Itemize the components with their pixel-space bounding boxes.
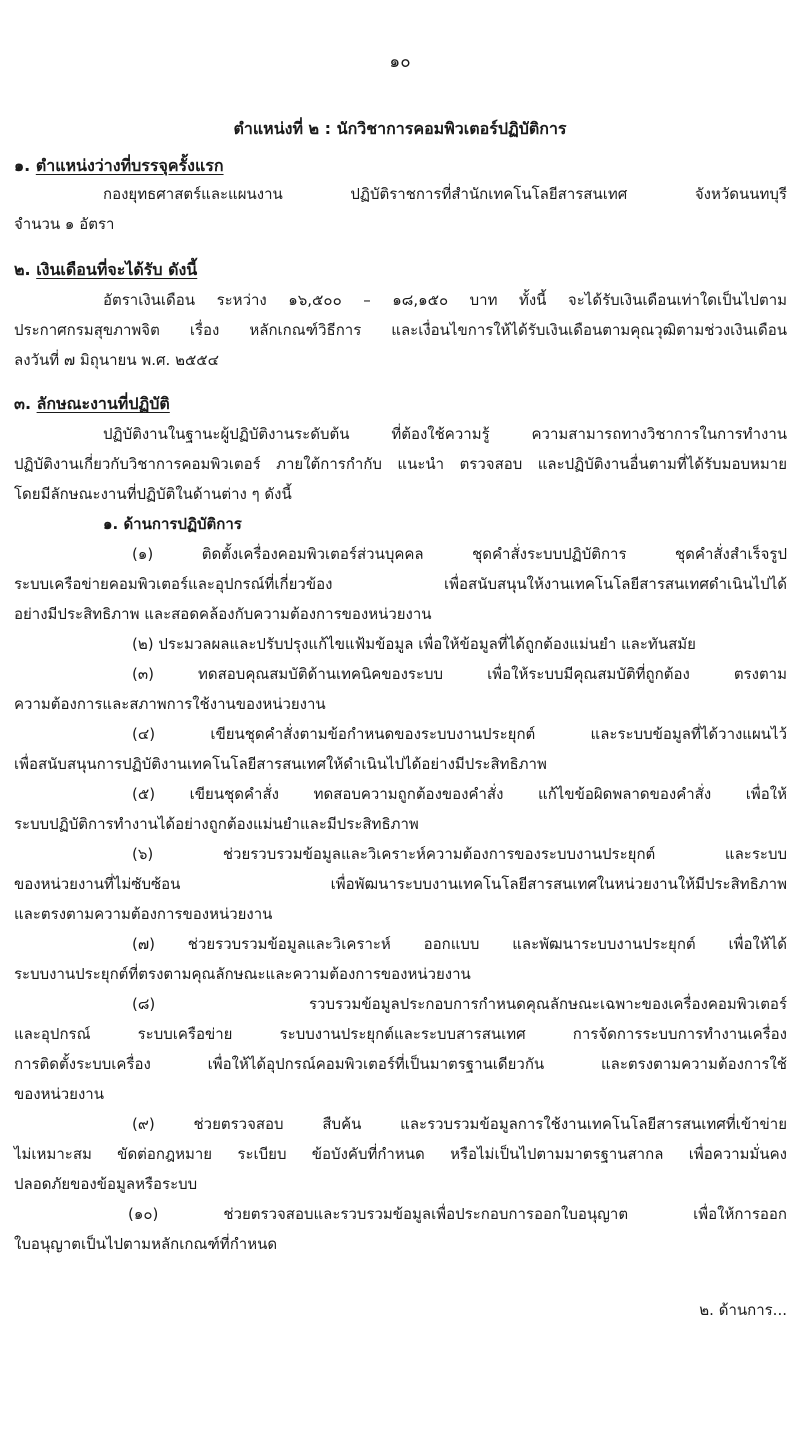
- item-10-line-2: ใบอนุญาตเป็นไปตามหลักเกณฑ์ที่กำหนด: [14, 1235, 278, 1253]
- item-2-line-1: (๒) ประมวลผลและปรับปรุงแก้ไขแฟ้มข้อมูล เพื่อให้ข้อมูลที่ได้ถูกต้องแม่นยำ และทันสมัย: [132, 635, 696, 653]
- item-6-line-2: ของหน่วยงานที่ไม่ซับซ้อน เพื่อพัฒนาระบบงานเทคโนโลยีสารสนเทศในหน่วยงานให้มีประสิทธิภาพ: [14, 875, 787, 893]
- section-2-heading: [14, 258, 197, 283]
- section-2-title: เงินเดือนที่จะได้รับ ดังนี้: [36, 260, 198, 279]
- item-7-line-1: (๗) ช่วยรวบรวมข้อมูลและวิเคราะห์ ออกแบบ และพัฒนาระบบงานประยุกต์ เพื่อให้ได้: [132, 935, 787, 953]
- section-2-line-1: อัตราเงินเดือน ระหว่าง ๑๖,๕๐๐ – ๑๘,๑๕๐ บาท ทั้งนี้ จะได้รับเงินเดือนเท่าใดเป็นไปตาม: [103, 291, 787, 309]
- item-8-line-2: และอุปกรณ์ ระบบเครือข่าย ระบบงานประยุกต์และระบบสารสนเทศ การจัดการระบบการทำงานเครื่อง: [14, 1025, 787, 1043]
- item-9-line-3: ปลอดภัยของข้อมูลหรือระบบ: [14, 1175, 198, 1193]
- item-8-line-4: ของหน่วยงาน: [14, 1085, 104, 1103]
- item-4-line-2: เพื่อสนับสนุนการปฏิบัติงานเทคโนโลยีสารสนเทศให้ดำเนินไปได้อย่างมีประสิทธิภาพ: [14, 755, 547, 773]
- page-number: ๑๐: [389, 52, 411, 72]
- section-1-heading: [14, 154, 224, 179]
- section-1-line-2: จำนวน ๑ อัตรา: [14, 215, 115, 233]
- item-7-line-2: ระบบงานประยุกต์ที่ตรงตามคุณลักษณะและความต้องการของหน่วยงาน: [14, 965, 471, 983]
- item-6-line-3: และตรงตามความต้องการของหน่วยงาน: [14, 905, 273, 923]
- section-3-line-2: ปฏิบัติงานเกี่ยวกับวิชาการคอมพิวเตอร์ ภายใต้การกำกับ แนะนำ ตรวจสอบ และปฏิบัติงานอื่นตามที่ได้รับมอบหมาย: [14, 455, 787, 473]
- item-9-line-2: ไม่เหมาะสม ขัดต่อกฎหมาย ระเบียบ ข้อบังคับที่กำหนด หรือไม่เป็นไปตามมาตรฐานสากล เพื่อความมั่นคง: [14, 1145, 787, 1163]
- item-6-line-1: (๖) ช่วยรวบรวมข้อมูลและวิเคราะห์ความต้องการของระบบงานประยุกต์ และระบบ: [132, 845, 787, 863]
- section-3-title: ลักษณะงานที่ปฏิบัติ: [36, 394, 170, 413]
- item-3-line-1: (๓) ทดสอบคุณสมบัติด้านเทคนิคของระบบ เพื่อให้ระบบมีคุณสมบัติที่ถูกต้อง ตรงตาม: [132, 665, 787, 683]
- item-1-line-2: ระบบเครือข่ายคอมพิวเตอร์และอุปกรณ์ที่เกี่ยวข้อง เพื่อสนับสนุนให้งานเทคโนโลยีสารสนเทศดำเนินไปได้: [14, 575, 787, 593]
- item-3-line-2: ความต้องการและสภาพการใช้งานของหน่วยงาน: [14, 695, 326, 713]
- item-1-line-3: อย่างมีประสิทธิภาพ และสอดคล้องกับความต้องการของหน่วยงาน: [14, 605, 432, 623]
- item-5-line-1: (๕) เขียนชุดคำสั่ง ทดสอบความถูกต้องของคำสั่ง แก้ไขข้อผิดพลาดของคำสั่ง เพื่อให้: [132, 785, 787, 803]
- section-2-number: ๒.: [14, 260, 31, 279]
- section-3-line-1: ปฏิบัติงานในฐานะผู้ปฏิบัติงานระดับต้น ที่ต้องใช้ความรู้ ความสามารถทางวิชาการในการทำงาน: [103, 425, 787, 443]
- item-10-line-1: (๑๐) ช่วยตรวจสอบและรวบรวมข้อมูลเพื่อประกอบการออกใบอนุญาต เพื่อให้การออก: [128, 1205, 787, 1223]
- continuation-footer: ๒. ด้านการ...: [699, 1301, 787, 1319]
- section-2-line-3: ลงวันที่ ๗ มิถุนายน พ.ศ. ๒๕๕๔: [14, 351, 220, 369]
- item-4-line-1: (๔) เขียนชุดคำสั่งตามข้อกำหนดของระบบงานประยุกต์ และระบบข้อมูลที่ได้วางแผนไว้: [132, 725, 787, 743]
- item-9-line-1: (๙) ช่วยตรวจสอบ สืบค้น และรวบรวมข้อมูลการใช้งานเทคโนโลยีสารสนเทศที่เข้าข่าย: [132, 1115, 787, 1133]
- item-1-line-1: (๑) ติดตั้งเครื่องคอมพิวเตอร์ส่วนบุคคล ชุดคำสั่งระบบปฏิบัติการ ชุดคำสั่งสำเร็จรูป: [132, 545, 787, 563]
- section-1-title: ตำแหน่งว่างที่บรรจุครั้งแรก: [35, 156, 224, 175]
- section-1-number: ๑.: [14, 156, 31, 175]
- item-8-line-3: การติดตั้งระบบเครื่อง เพื่อให้ได้อุปกรณ์คอมพิวเตอร์ที่เป็นมาตรฐานเดียวกัน และตรงตามความต้องการใช้: [14, 1055, 787, 1073]
- section-3-heading: [14, 392, 170, 417]
- section-2-line-2: ประกาศกรมสุขภาพจิต เรื่อง หลักเกณฑ์วิธีการ และเงื่อนไขการให้ได้รับเงินเดือนตามคุณวุฒิตามช่วงเงินเดือน: [14, 321, 787, 339]
- item-8-line-1: (๘) รวบรวมข้อมูลประกอบการกำหนดคุณลักษณะเฉพาะของเครื่องคอมพิวเตอร์: [132, 995, 787, 1013]
- position-title: ตำแหน่งที่ ๒ : นักวิชาการคอมพิวเตอร์ปฏิบัติการ: [233, 119, 567, 138]
- section-1-line-1: กองยุทธศาสตร์และแผนงาน ปฏิบัติราชการที่สำนักเทคโนโลยีสารสนเทศ จังหวัดนนทบุรี: [103, 185, 787, 203]
- subsection-operations-heading: ๑. ด้านการปฏิบัติการ: [103, 515, 242, 533]
- section-3-number: ๓.: [14, 394, 32, 413]
- item-5-line-2: ระบบปฏิบัติการทำงานได้อย่างถูกต้องแม่นยำและมีประสิทธิภาพ: [14, 815, 419, 833]
- section-3-line-3: โดยมีลักษณะงานที่ปฏิบัติในด้านต่าง ๆ ดังนี้: [14, 485, 292, 503]
